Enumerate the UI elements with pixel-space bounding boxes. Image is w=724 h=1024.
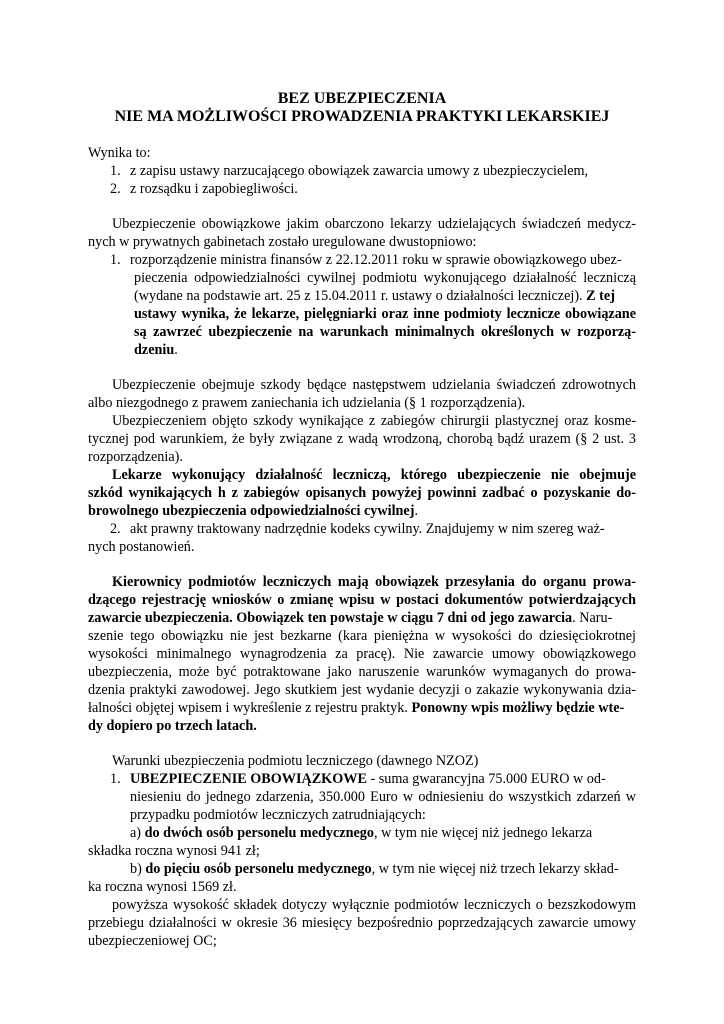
bold-text-run: do pięciu osób personelu medycznego: [145, 861, 372, 877]
bold-text-run: dzeniu: [134, 342, 175, 358]
list-item-text: z zapisu ustawy narzucającego obowiązek zawarcia umowy z ubezpieczycielem,: [130, 163, 589, 179]
bold-text-run: ustawy wynika, że lekarze, pielęgniarki oraz inne podmioty lecznicze obowiązane: [134, 306, 636, 322]
paragraph-line: Ubezpieczenie obejmuje szkody będące następstwem udzielania świadczeń zdrowotnych: [112, 377, 636, 393]
section1-item-1-line-1: [110, 252, 636, 270]
document-title-line-2: NIE MA MOŻLIWOŚCI PROWADZENIA PRAKTYKI LEKARSKIEJ: [114, 108, 610, 125]
paragraph-line: [134, 342, 682, 360]
subitem-b-line-1: [130, 861, 678, 879]
paragraph-line: składka roczna wynosi 941 zł;: [88, 843, 260, 859]
bold-text-run: Kierownicy podmiotów leczniczych mają obowiązek przesyłania do organu prowa-: [112, 574, 636, 590]
text-run: łalności objętej wpisem i wykreślenie z rejestru praktyk.: [88, 700, 408, 716]
bold-paragraph-line: [112, 467, 636, 485]
text-run: , w tym nie więcej niż jednego lekarza: [373, 825, 593, 841]
section2-item-2-line-1: [110, 521, 636, 539]
list-number: 2.: [110, 181, 121, 197]
list-number: 1.: [110, 163, 121, 179]
paragraph-line: niesieniu do jednego zdarzenia, 350.000 Euro w odniesieniu do wszystkich zdarzeń w: [130, 789, 636, 805]
bold-text-run: są zawrzeć ubezpieczenie na warunkach minimalnych określonych w rozporzą-: [134, 324, 636, 340]
paragraph-line: [134, 288, 636, 306]
bold-text-run: dy dopiero po trzech latach.: [88, 718, 257, 734]
paragraph-line: ubezpieczeniowej OC;: [88, 933, 217, 949]
paragraph-line: [88, 610, 636, 628]
bold-text-run: zawarcie ubezpieczenia. Obowiązek ten powstaje w ciągu 7 dni od jego zawarcia: [88, 610, 573, 626]
document-title-line-1: BEZ UBEZPIECZENIA: [277, 90, 447, 107]
list-number: 1.: [110, 252, 121, 268]
paragraph-line: przypadku podmiotów leczniczych zatrudniających:: [130, 807, 426, 823]
paragraph-line: wysokości minimalnego wynagrodzenia za pracę). Nie zawarcie umowy obowiązkowego: [88, 646, 636, 662]
bold-text-run: UBEZPIECZENIE OBOWIĄZKOWE: [130, 771, 367, 787]
section4-item-1-line-1: [110, 771, 636, 789]
paragraph-line: Warunki ubezpieczenia podmiotu leczniczego (dawnego NZOZ): [112, 753, 479, 769]
list-number: 1.: [110, 771, 121, 787]
paragraph-line: Ubezpieczeniem objęto szkody wynikające z zabiegów chirurgii plastycznej oraz kosme-: [112, 413, 636, 429]
paragraph-line: [88, 503, 636, 521]
text-run: . Naru-: [572, 610, 613, 626]
intro-label: Wynika to:: [88, 145, 151, 161]
paragraph-line: pieczenia odpowiedzialności cywilnej podmiotu wykonującego działalność leczniczą: [134, 270, 636, 286]
paragraph-line: nych postanowień.: [88, 539, 195, 555]
bold-text-run: szkód wynikających h z zabiegów opisanych powyżej powinni zadbać o pozyskanie do-: [88, 485, 636, 501]
text-run: (wydane na podstawie art. 25 z 15.04.2011 r. ustawy o działalności leczniczej).: [134, 288, 583, 304]
list-item-text: akt prawny traktowany nadrzędnie kodeks cywilny. Znajdujemy w nim szereg waż-: [130, 521, 605, 537]
list-item-text: z rozsądku i zapobiegliwości.: [130, 181, 298, 197]
bold-text-run: do dwóch osób personelu medycznego: [144, 825, 374, 841]
list-number: 2.: [110, 521, 121, 537]
list-item-text: rozporządzenie ministra finansów z 22.12.2011 roku w sprawie obowiązkowego ubez-: [130, 252, 622, 268]
bold-paragraph-line: [134, 324, 636, 342]
paragraph-line: dzenia praktyki zawodowej. Jego skutkiem jest wydanie decyzji o zakazie wykonywania dzia-: [88, 682, 636, 698]
subitem-letter: b): [130, 861, 146, 877]
bold-text-run: Z tej: [586, 288, 615, 304]
paragraph-line: [88, 700, 636, 718]
text-run: , w tym nie więcej niż trzech lekarzy skład-: [371, 861, 619, 877]
text-run: - suma gwarancyjna 75.000 EURO w od-: [366, 771, 606, 787]
bold-paragraph-line: [88, 592, 636, 610]
paragraph-line: szenie tego obowiązku nie jest bezkarne (kara pieniężna w wysokości do dziesięciokrotnej: [88, 628, 636, 644]
paragraph-line: powyższa wysokość składek dotyczy wyłącznie podmiotów leczniczych o bezszkodowym: [112, 897, 636, 913]
bold-text-run: Lekarze wykonujący działalność leczniczą, którego ubezpieczenie nie obejmuje: [112, 467, 636, 483]
bold-paragraph-line: [88, 485, 636, 503]
paragraph-line: ka roczna wynosi 1569 zł.: [88, 879, 237, 895]
subitem-letter: a): [130, 825, 145, 841]
intro-item-1: [110, 163, 658, 181]
subitem-a-line-1: [130, 825, 678, 843]
bold-paragraph-line: [88, 718, 636, 736]
paragraph-line: przebiegu działalności w okresie 36 miesięcy bezpośrednio poprzedzających zawarcie umowy: [88, 915, 636, 931]
paragraph-line: nych w prywatnych gabinetach zostało uregulowane dwustopniowo:: [88, 234, 477, 250]
text-run: .: [174, 342, 178, 358]
bold-paragraph-line: [134, 306, 636, 324]
paragraph-line: Ubezpieczenie obowiązkowe jakim obarczono lekarzy udzielających świadczeń medycz-: [112, 216, 636, 232]
bold-text-run: Ponowny wpis możliwy będzie wte-: [411, 700, 625, 716]
paragraph-line: rozporządzenia).: [88, 449, 183, 465]
paragraph-line: albo niezgodnego z prawem zaniechania ich udzielania (§ 1 rozporządzenia).: [88, 395, 526, 411]
bold-text-run: browolnego ubezpieczenia odpowiedzialności cywilnej: [88, 503, 415, 519]
paragraph-line: tycznej pod warunkiem, że były związane z wadą wrodzoną, chorobą bądź urazem (§ 2 ust. 3: [88, 431, 636, 447]
intro-item-2: [110, 181, 658, 199]
bold-paragraph-line: [112, 574, 636, 592]
paragraph-line: ubezpieczenia, może być potraktowane jako naruszenie warunków wymaganych do prowa-: [88, 664, 636, 680]
bold-text-run: dzącego rejestrację wniosków o zmianę wpisu w postaci dokumentów potwierdzających: [88, 592, 636, 608]
text-run: .: [414, 503, 418, 519]
